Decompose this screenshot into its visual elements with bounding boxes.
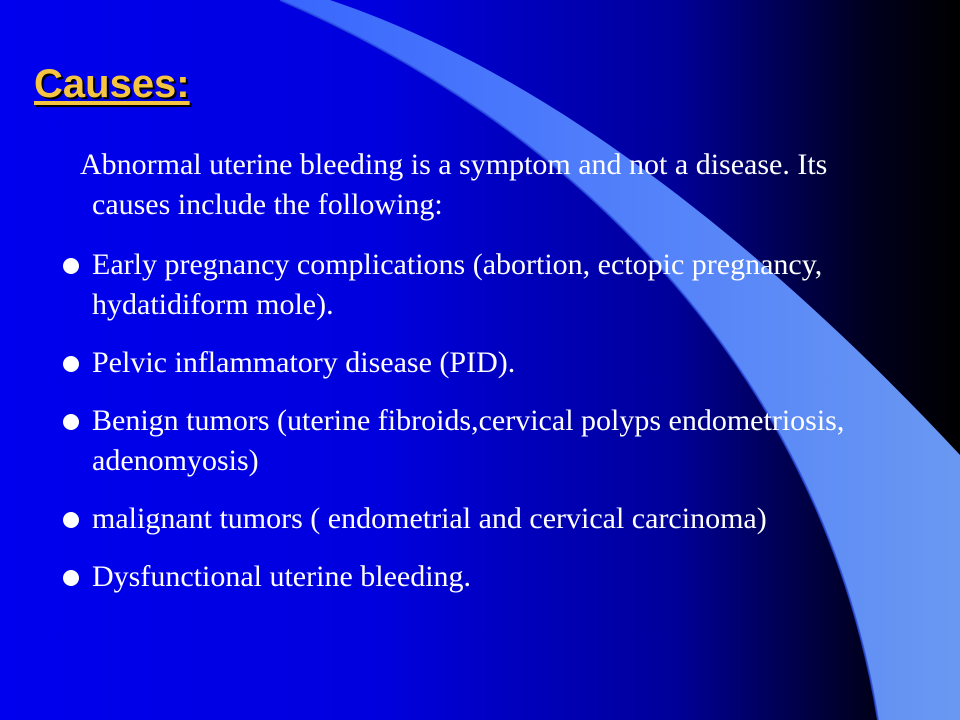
list-item: [60, 343, 850, 383]
list-item-text: Benign tumors (uterine fibroids,cervical polyps endometriosis, adenomyosis): [92, 404, 845, 477]
bullet-dot-icon: [63, 414, 79, 430]
list-item-text: malignant tumors ( endometrial and cervical carcinoma): [92, 502, 767, 535]
list-item: [60, 401, 850, 481]
list-item-text: Dysfunctional uterine bleeding.: [92, 560, 472, 593]
slide-title: Causes:: [34, 62, 190, 106]
bullet-dot-icon: [63, 570, 79, 586]
list-item: [60, 245, 850, 325]
intro-paragraph: Abnormal uterine bleeding is a symptom and not a disease. Its causes include the following:: [80, 148, 828, 221]
list-item-text: Early pregnancy complications (abortion, ectopic pregnancy, hydatidiform mole).: [92, 248, 823, 321]
bullet-dot-icon: [63, 512, 79, 528]
bullet-dot-icon: [63, 356, 79, 372]
list-item: [60, 557, 850, 597]
list-item-text: Pelvic inflammatory disease (PID).: [92, 346, 516, 379]
list-item: [60, 499, 850, 539]
causes-list: [60, 245, 850, 615]
bullet-dot-icon: [63, 258, 79, 274]
